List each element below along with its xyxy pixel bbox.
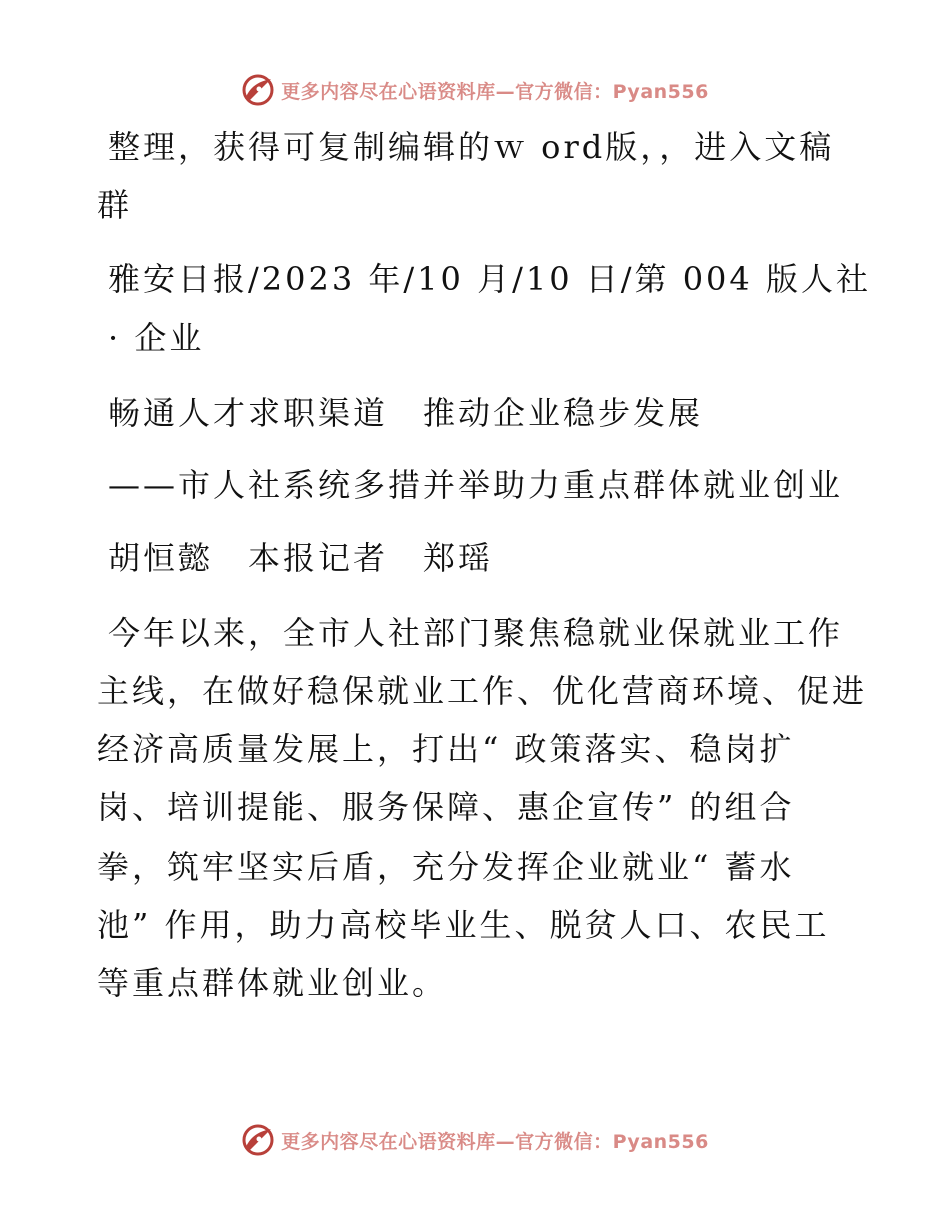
subheadline: ——市人社系统多措并举助力重点群体就业创业	[108, 466, 844, 504]
source-line-1: 雅安日报/2023 年/10 月/10 日/第 004 版人社	[108, 260, 871, 298]
intro-line-2: 群	[97, 186, 133, 224]
footer-banner	[0, 1120, 950, 1160]
headline: 畅通人才求职渠道 推动企业稳步发展	[108, 394, 704, 432]
body-line-2: 主线，在做好稳保就业工作、优化营商环境、促进	[97, 672, 868, 710]
body-line-4: 岗、培训提能、服务保障、惠企宣传” 的组合	[97, 788, 795, 826]
pen-nib-circle-icon	[241, 73, 275, 107]
body-line-1: 今年以来，全市人社部门聚焦稳就业保就业工作	[108, 614, 844, 652]
byline: 胡恒懿 本报记者 郑瑶	[108, 539, 494, 577]
header-banner-text: 更多内容尽在心语资料库—官方微信：Pyan556	[281, 80, 709, 103]
footer-banner-content	[241, 1123, 709, 1157]
footer-banner-text: 更多内容尽在心语资料库—官方微信：Pyan556	[281, 1130, 709, 1153]
header-banner	[0, 70, 950, 110]
body-line-7: 等重点群体就业创业。	[97, 964, 448, 1002]
body-line-5: 拳，筑牢坚实后盾，充分发挥企业就业“ 蓄水	[97, 848, 795, 886]
body-line-3: 经济高质量发展上，打出“ 政策落实、稳岗扩	[97, 730, 795, 768]
source-line-2: · 企业	[108, 319, 205, 357]
pen-nib-circle-icon	[241, 1123, 275, 1157]
body-line-6: 池” 作用，助力高校毕业生、脱贫人口、农民工	[97, 906, 830, 944]
intro-line-1: 整理，获得可复制编辑的ｗ ord版，，进入文稿	[108, 128, 835, 166]
header-banner-content	[241, 73, 709, 107]
